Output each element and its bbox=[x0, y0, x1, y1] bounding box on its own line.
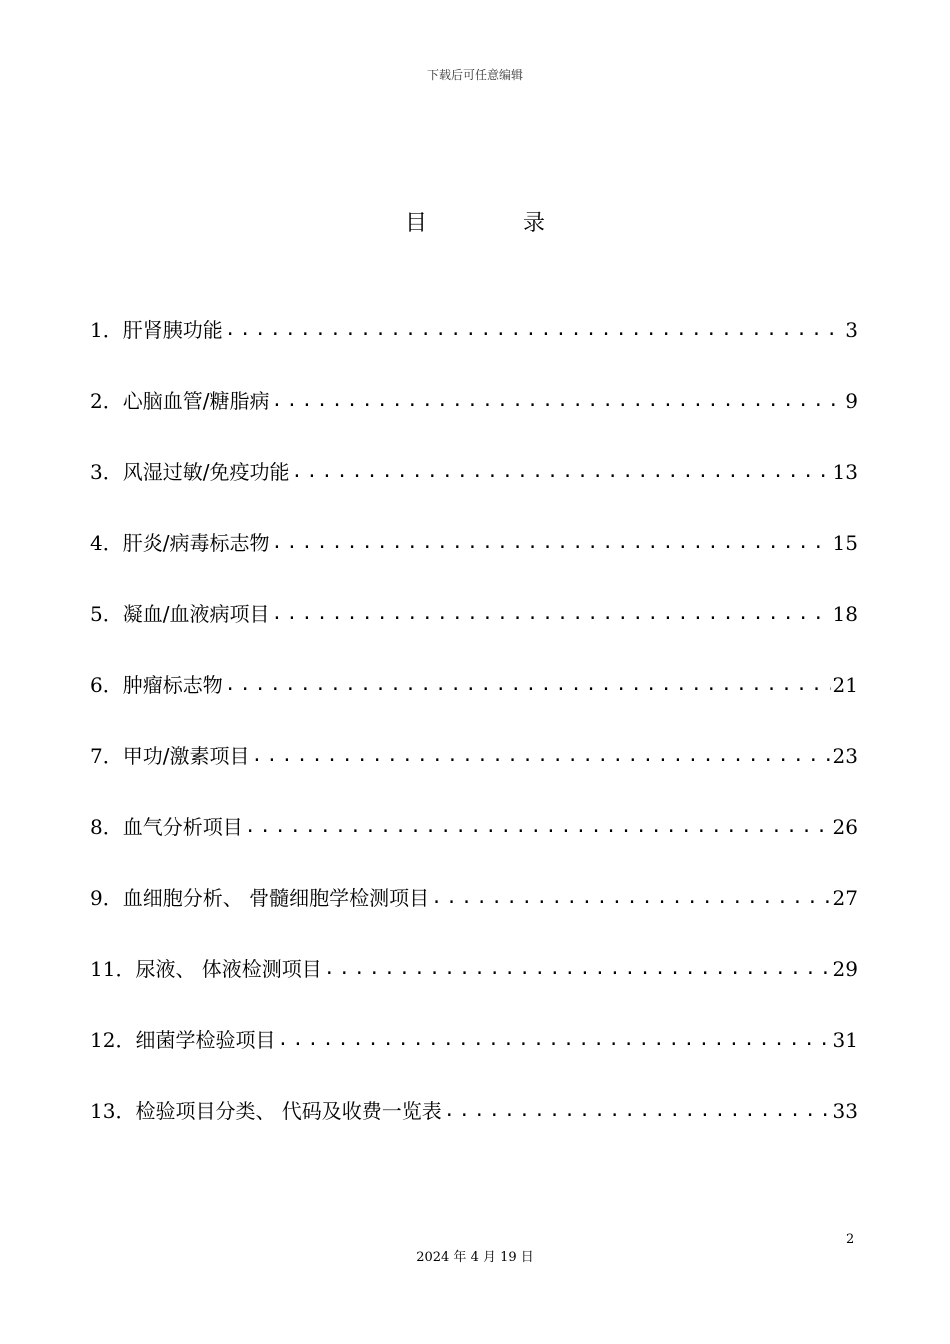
toc-entry-number: 7． bbox=[90, 744, 123, 768]
toc-entry-number: 2． bbox=[90, 389, 123, 413]
toc-entry-label: 细菌学检验项目 bbox=[135, 1028, 276, 1052]
toc-entry-page: 21 bbox=[832, 673, 858, 697]
dot-leader bbox=[291, 455, 830, 489]
toc-entry-3[interactable] bbox=[90, 418, 858, 489]
dot-leader bbox=[431, 881, 830, 915]
toc-entry-number: 13． bbox=[90, 1099, 136, 1123]
toc-entry-page: 18 bbox=[832, 602, 858, 626]
toc-title-left: 目 bbox=[404, 211, 427, 236]
toc-entry-label: 检验项目分类、 代码及收费一览表 bbox=[135, 1099, 442, 1123]
dot-leader bbox=[277, 1023, 830, 1057]
toc-entry-label: 肿瘤标志物 bbox=[122, 673, 223, 697]
toc-entry-4[interactable] bbox=[90, 489, 858, 560]
dot-leader bbox=[444, 1094, 831, 1128]
toc-entry-label: 甲功/激素项目 bbox=[122, 744, 250, 768]
toc-entry-number: 5． bbox=[90, 602, 123, 626]
toc-title bbox=[0, 206, 950, 237]
toc-entry-page: 33 bbox=[832, 1099, 858, 1123]
dot-leader bbox=[245, 810, 831, 844]
toc-title-right: 录 bbox=[523, 211, 546, 236]
toc-entry-page: 26 bbox=[832, 815, 858, 839]
toc-entry-label: 风湿过敏/免疫功能 bbox=[122, 460, 290, 484]
dot-leader bbox=[225, 668, 831, 702]
dot-leader bbox=[251, 739, 830, 773]
toc-entry-label: 凝血/血液病项目 bbox=[122, 602, 270, 626]
toc-entry-9[interactable] bbox=[90, 844, 858, 915]
toc-entry-number: 4． bbox=[90, 531, 123, 555]
dot-leader bbox=[324, 952, 831, 986]
toc-entry-13[interactable] bbox=[90, 1057, 858, 1128]
toc-entry-number: 8． bbox=[90, 815, 123, 839]
toc-entry-5[interactable] bbox=[90, 560, 858, 631]
dot-leader bbox=[271, 526, 830, 560]
toc-entry-7[interactable] bbox=[90, 702, 858, 773]
toc-entry-page: 31 bbox=[832, 1028, 858, 1052]
toc-entry-label: 心脑血管/糖脂病 bbox=[122, 389, 270, 413]
page-number: 2 bbox=[846, 1232, 855, 1247]
toc-entry-number: 6． bbox=[90, 673, 123, 697]
toc-entry-label: 肝炎/病毒标志物 bbox=[122, 531, 270, 555]
toc-entry-page: 3 bbox=[845, 318, 858, 342]
toc-entry-label: 肝肾胰功能 bbox=[122, 318, 223, 342]
toc-entry-page: 27 bbox=[832, 886, 858, 910]
toc-entry-11[interactable] bbox=[90, 915, 858, 986]
toc-entry-page: 15 bbox=[832, 531, 858, 555]
toc-entry-page: 23 bbox=[832, 744, 858, 768]
dot-leader bbox=[271, 384, 843, 418]
toc-entry-page: 13 bbox=[832, 460, 858, 484]
toc-entry-6[interactable] bbox=[90, 631, 858, 702]
table-of-contents bbox=[90, 276, 858, 1128]
dot-leader bbox=[225, 313, 844, 347]
toc-entry-page: 29 bbox=[832, 957, 858, 981]
toc-entry-label: 血细胞分析、 骨髓细胞学检测项目 bbox=[122, 886, 430, 910]
toc-entry-12[interactable] bbox=[90, 986, 858, 1057]
header-note: 下载后可任意编辑 bbox=[426, 68, 523, 82]
toc-entry-number: 11． bbox=[90, 957, 136, 981]
toc-entry-label: 尿液、 体液检测项目 bbox=[135, 957, 322, 981]
toc-entry-number: 3． bbox=[90, 460, 123, 484]
footer-date: 2024 年 4 月 19 日 bbox=[416, 1250, 534, 1265]
toc-entry-1[interactable] bbox=[90, 276, 858, 347]
toc-entry-label: 血气分析项目 bbox=[122, 815, 243, 839]
toc-entry-number: 9． bbox=[90, 886, 123, 910]
toc-entry-2[interactable] bbox=[90, 347, 858, 418]
toc-entry-number: 1． bbox=[90, 318, 123, 342]
toc-entry-page: 9 bbox=[845, 389, 858, 413]
dot-leader bbox=[271, 597, 830, 631]
toc-entry-number: 12． bbox=[90, 1028, 136, 1052]
toc-entry-8[interactable] bbox=[90, 773, 858, 844]
